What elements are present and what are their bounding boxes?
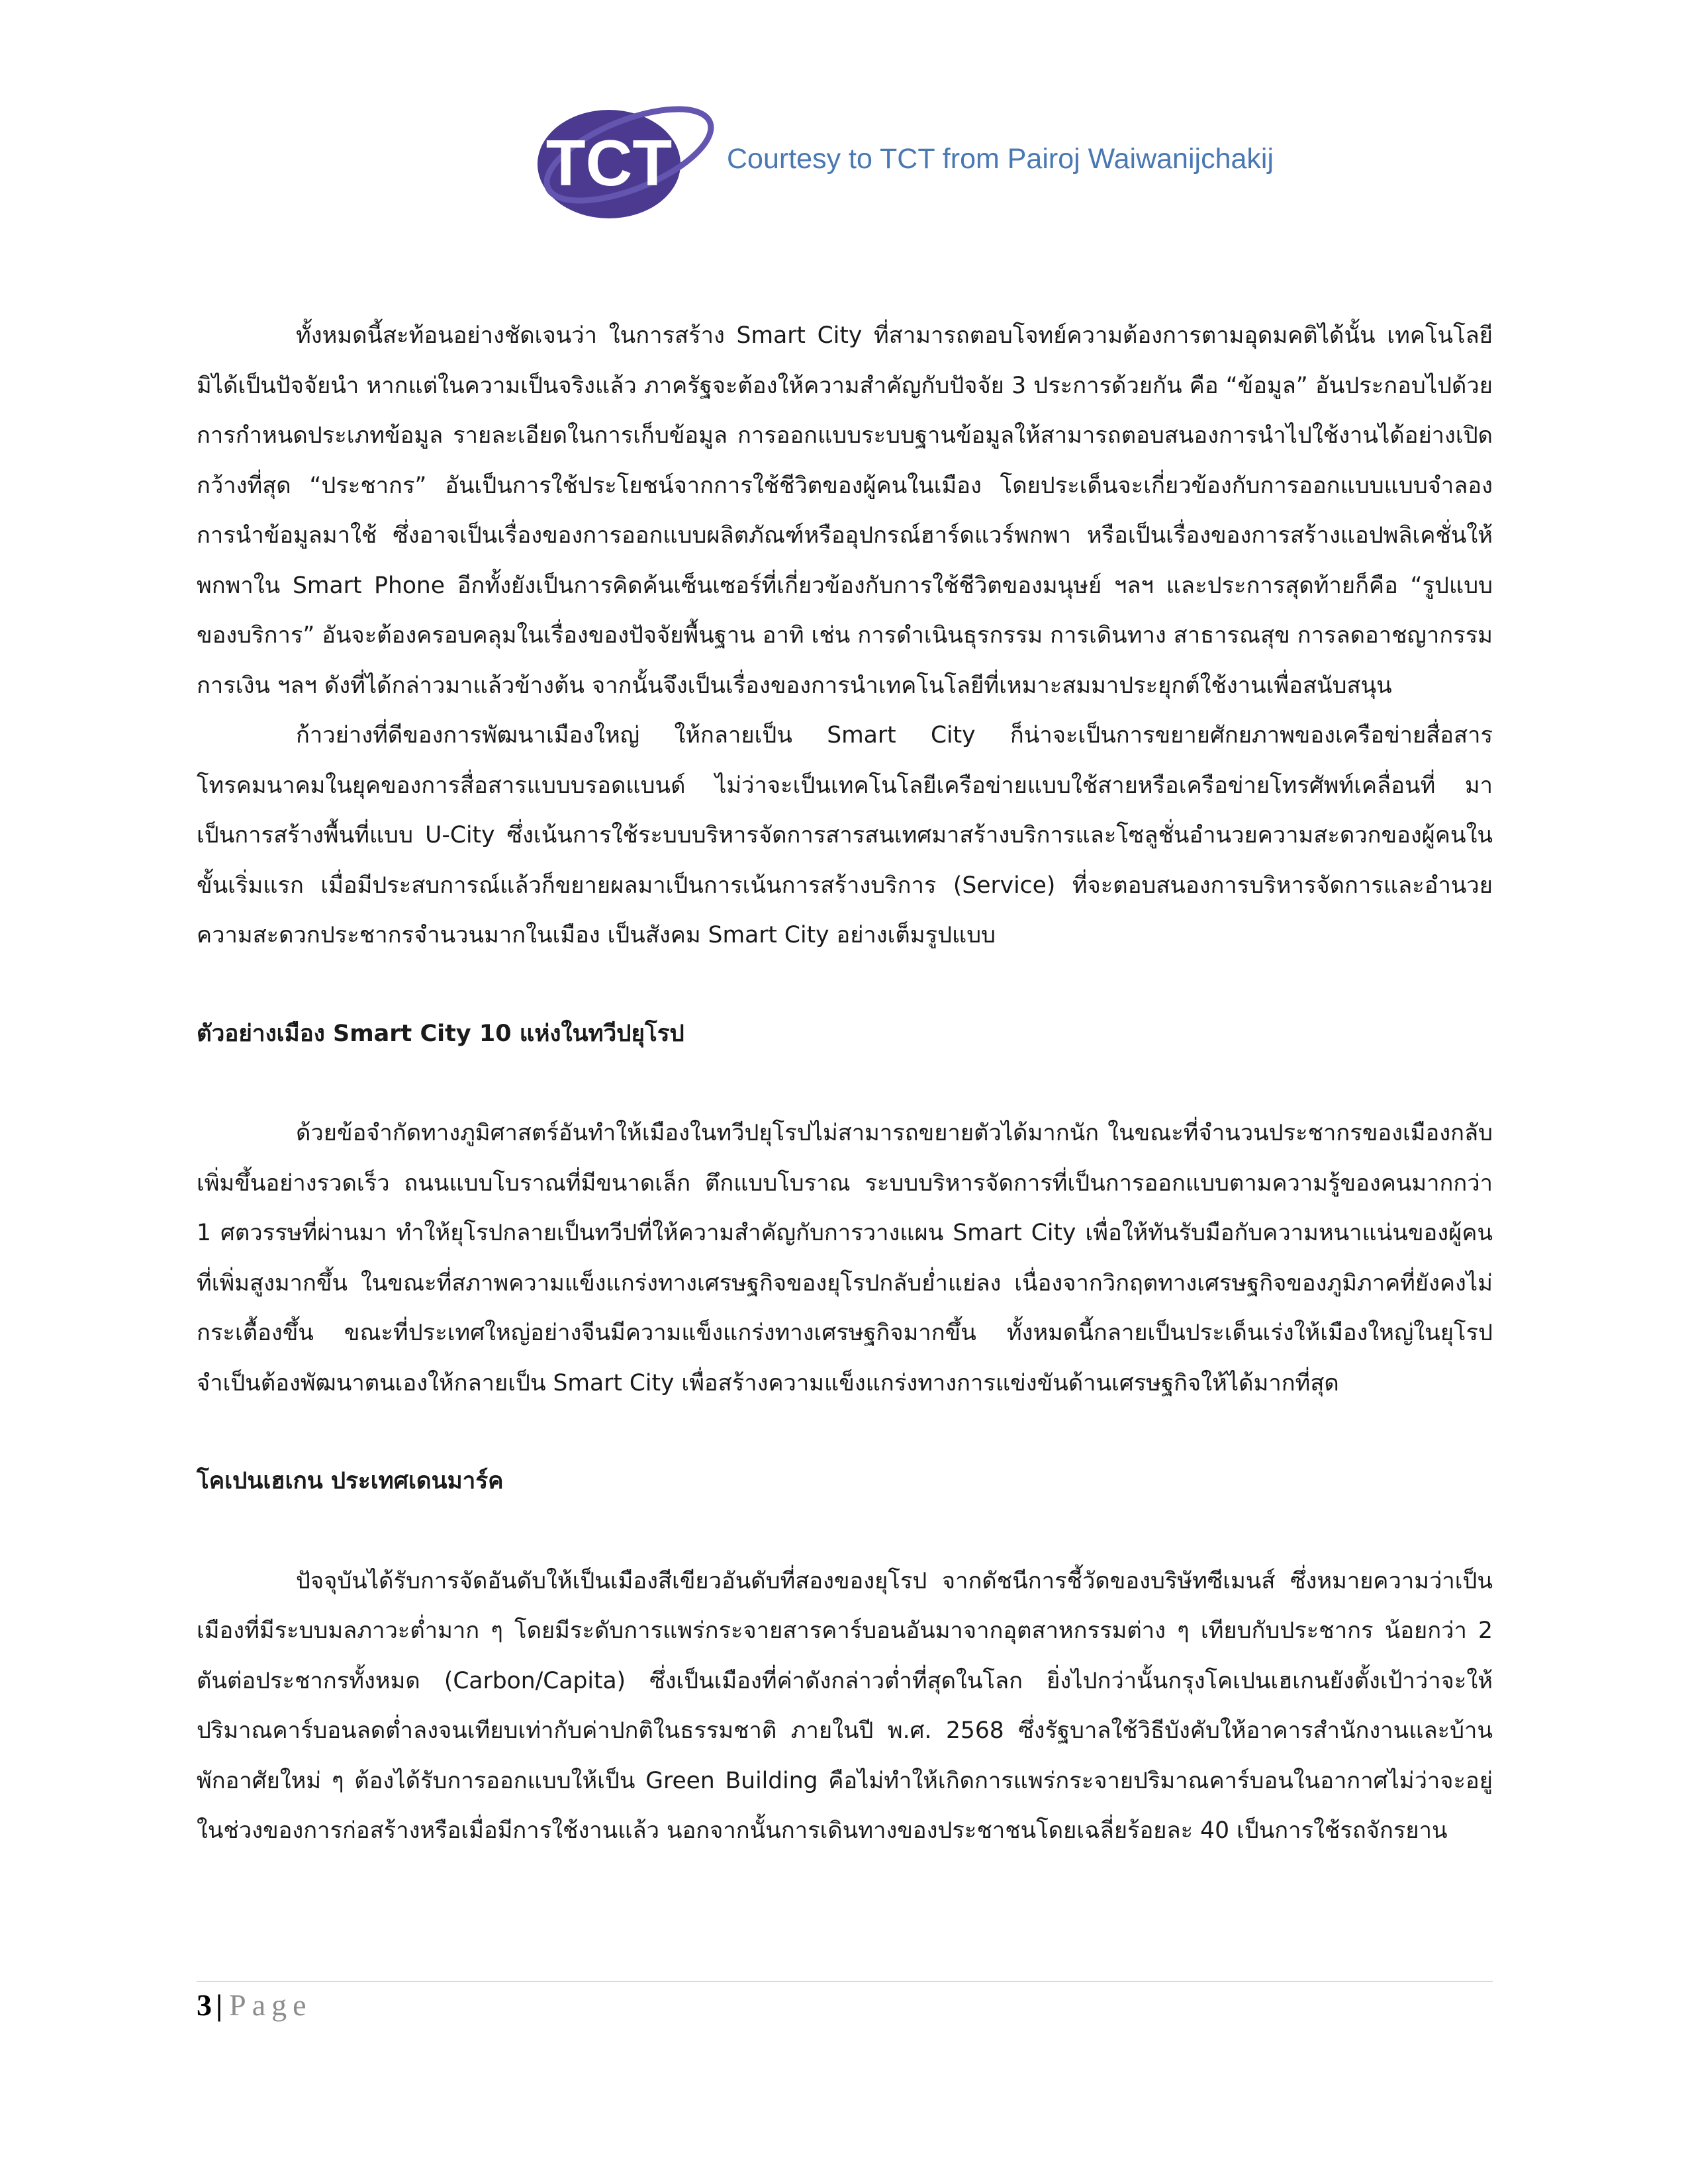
- page-label: Page: [229, 1988, 312, 2022]
- tct-logo: [530, 86, 722, 225]
- section-heading-europe: ตัวอย่างเมือง Smart City 10 แห่งในทวีปยุโรป: [197, 1020, 684, 1047]
- page-number: 3: [197, 1988, 212, 2022]
- paragraph-broadband-u-city: ก้าวย่างที่ดีของการพัฒนาเมืองใหญ่ ให้กลายเป็น Smart City ก็น่าจะเป็นการขยายศักยภาพของเครือข่ายสื่อสารโทรคมนาคมในยุคของการสื่อสารแบบบรอดแบนด์ ไม่ว่าจะเป็นเทคโนโลยีเครือข่ายแบบใช้สายหรือเครือข่ายโทรศัพท์เคลื่อนที่ มาเป็นการสร้างพื้นที่แบบ U-City ซึ่งเน้นการใช้ระบบบริหารจัดการสารสนเทศมาสร้างบริการและโซลูชั่นอำนวยความสะดวกของผู้คนในขั้นเริ่มแรก เมื่อมีประสบการณ์แล้วก็ขยายผลมาเป็นการเน้นการสร้างบริการ (Service) ที่จะตอบสนองการบริหารจัดการและอำนวยความสะดวกประชากรจำนวนมากในเมือง เป็นสังคม Smart City อย่างเต็มรูปแบบ: [197, 722, 1493, 948]
- page-footer: [197, 1987, 312, 2024]
- paragraph-europe-constraints: ด้วยข้อจำกัดทางภูมิศาสตร์อันทำให้เมืองในทวีปยุโรปไม่สามารถขยายตัวได้มากนัก ในขณะที่จำนวนประชากรของเมืองกลับเพิ่มขึ้นอย่างรวดเร็ว ถนนแบบโบราณที่มีขนาดเล็ก ตึกแบบโบราณ ระบบบริหารจัดการที่เป็นการออกแบบตามความรู้ของคนมากกว่า 1 ศตวรรษที่ผ่านมา ทำให้ยุโรปกลายเป็นทวีปที่ให้ความสำคัญกับการวางแผน Smart City เพื่อให้ทันรับมือกับความหนาแน่นของผู้คนที่เพิ่มสูงมากขึ้น ในขณะที่สภาพความแข็งแกร่งทางเศรษฐกิจของยุโรปกลับย่ำแย่ลง เนื่องจากวิกฤตทางเศรษฐกิจของภูมิภาคที่ยังคงไม่กระเตื้องขึ้น ขณะที่ประเทศใหญ่อย่างจีนมีความแข็งแกร่งทางเศรษฐกิจมากขึ้น ทั้งหมดนี้กลายเป็นประเด็นเร่งให้เมืองใหญ่ในยุโรปจำเป็นต้องพัฒนาตนเองให้กลายเป็น Smart City เพื่อสร้างความแข็งแกร่งทางการแข่งขันด้านเศรษฐกิจให้ได้มากที่สุด: [197, 1120, 1493, 1396]
- page-header: [530, 86, 1274, 225]
- document-body: [197, 311, 1493, 1856]
- paragraph-copenhagen: ปัจจุบันได้รับการจัดอันดับให้เป็นเมืองสีเขียวอันดับที่สองของยุโรป จากดัชนีการชี้วัดของบริษัทซีเมนส์ ซึ่งหมายความว่าเป็นเมืองที่มีระบบมลภาวะต่ำมาก ๆ โดยมีระดับการแพร่กระจายสารคาร์บอนอันมาจากอุตสาหกรรมต่าง ๆ เทียบกับประชากร น้อยกว่า 2 ตันต่อประชากรทั้งหมด (Carbon/Capita) ซึ่งเป็นเมืองที่ค่าดังกล่าวต่ำที่สุดในโลก ยิ่งไปกว่านั้นกรุงโคเปนเฮเกนยังตั้งเป้าว่าจะให้ปริมาณคาร์บอนลดต่ำลงจนเทียบเท่ากับค่าปกติในธรรมชาติ ภายในปี พ.ศ. 2568 ซึ่งรัฐบาลใช้วิธีบังคับให้อาคารสำนักงานและบ้านพักอาศัยใหม่ ๆ ต้องได้รับการออกแบบให้เป็น Green Building คือไม่ทำให้เกิดการแพร่กระจายปริมาณคาร์บอนในอากาศไม่ว่าจะอยู่ในช่วงของการก่อสร้างหรือเมื่อมีการใช้งานแล้ว นอกจากนั้นการเดินทางของประชาชนโดยเฉลี่ยร้อยละ 40 เป็นการใช้รถจักรยาน: [197, 1567, 1493, 1844]
- courtesy-line: Courtesy to TCT from Pairoj Waiwanijchakij: [727, 143, 1274, 175]
- paragraph-smart-city-factors: ทั้งหมดนี้สะท้อนอย่างชัดเจนว่า ในการสร้าง Smart City ที่สามารถตอบโจทย์ความต้องการตามอุดมคติได้นั้น เทคโนโลยีมิได้เป็นปัจจัยนำ หากแต่ในความเป็นจริงแล้ว ภาครัฐจะต้องให้ความสำคัญกับปัจจัย 3 ประการด้วยกัน คือ “ข้อมูล” อันประกอบไปด้วยการกำหนดประเภทข้อมูล รายละเอียดในการเก็บข้อมูล การออกแบบระบบฐานข้อมูลให้สามารถตอบสนองการนำไปใช้งานได้อย่างเปิดกว้างที่สุด “ประชากร” อันเป็นการใช้ประโยชน์จากการใช้ชีวิตของผู้คนในเมือง โดยประเด็นจะเกี่ยวข้องกับการออกแบบแบบจำลองการนำข้อมูลมาใช้ ซึ่งอาจเป็นเรื่องของการออกแบบผลิตภัณฑ์หรืออุปกรณ์ฮาร์ดแวร์พกพา หรือเป็นเรื่องของการสร้างแอปพลิเคชั่นให้พกพาใน Smart Phone อีกทั้งยังเป็นการคิดค้นเซ็นเซอร์ที่เกี่ยวข้องกับการใช้ชีวิตของมนุษย์ ฯลฯ และประการสุดท้ายก็คือ “รูปแบบของบริการ” อันจะต้องครอบคลุมในเรื่องของปัจจัยพื้นฐาน อาทิ เช่น การดำเนินธุรกรรม การเดินทาง สาธารณสุข การลดอาชญากรรม การเงิน ฯลฯ ดังที่ได้กล่าวมาแล้วข้างต้น จากนั้นจึงเป็นเรื่องของการนำเทคโนโลยีที่เหมาะสมมาประยุกต์ใช้งานเพื่อสนับสนุน: [197, 322, 1493, 699]
- footer-divider: [197, 1981, 1493, 1982]
- section-heading-copenhagen: โคเปนเฮเกน ประเทศเดนมาร์ค: [197, 1468, 504, 1494]
- tct-logo-text: TCT: [545, 126, 673, 199]
- footer-separator: |: [216, 1988, 223, 2022]
